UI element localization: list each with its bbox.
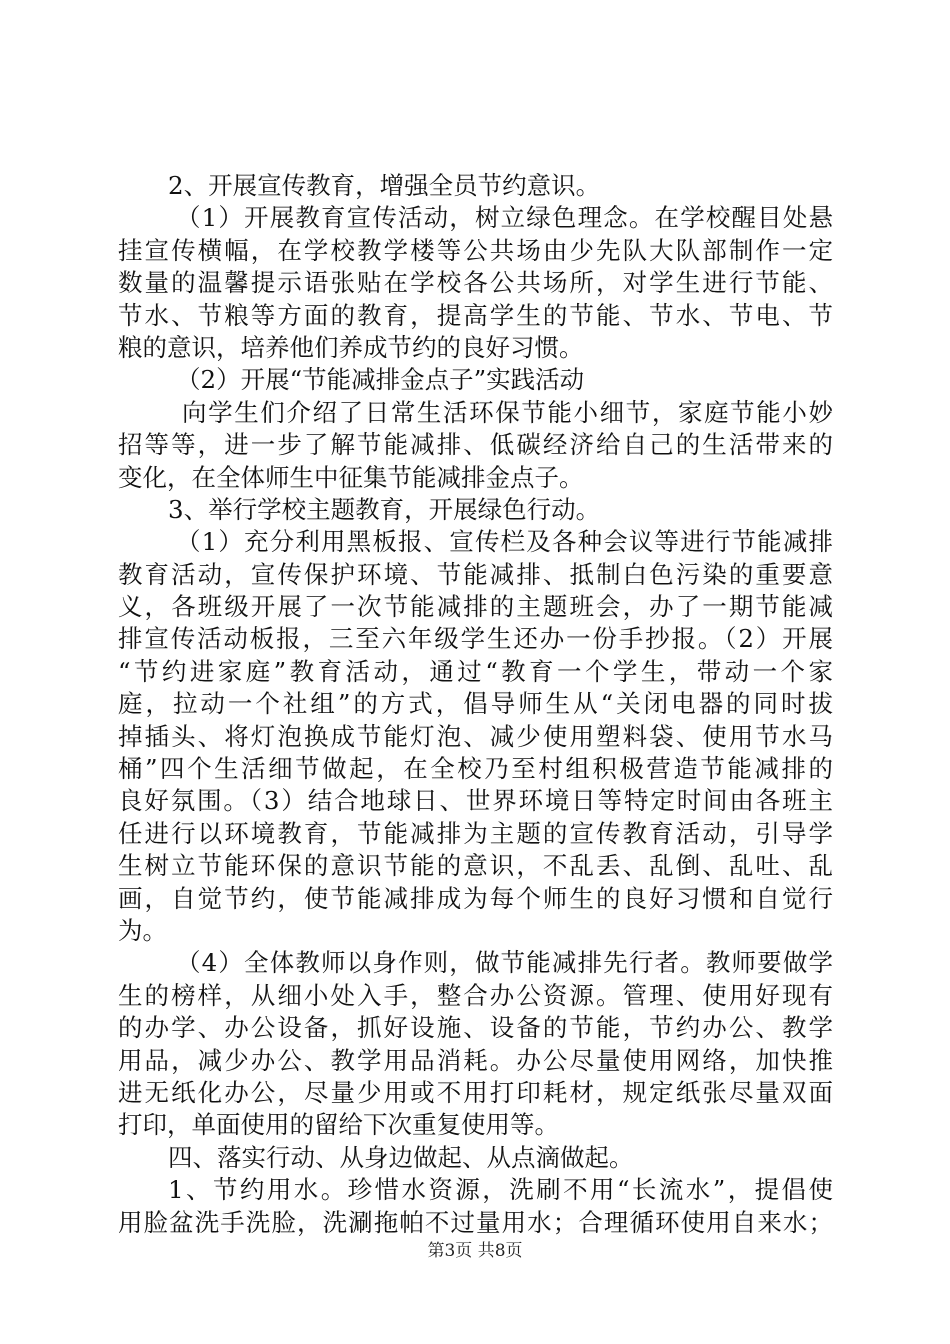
paragraph-line: 用脸盆洗手洗脸，洗涮拖帕不过量用水；合理循环使用自来水； <box>118 1207 833 1237</box>
paragraph-line: 节水、节粮等方面的教育，提高学生的节能、节水、节电、节 <box>118 300 833 330</box>
heading-2: 2、开展宣传教育，增强全员节约意识。 <box>168 171 601 200</box>
paragraph-line: 向学生们介绍了日常生活环保节能小细节，家庭节能小妙 <box>182 397 833 427</box>
section-heading-4: 四、落实行动、从身边做起、从点滴做起。 <box>168 1142 634 1172</box>
paragraph-line: 掉插头、将灯泡换成节能灯泡、减少使用塑料袋、使用节水马 <box>118 721 833 751</box>
paragraph-line: 的办学、办公设备，抓好设施、设备的节能，节约办公、教学 <box>118 1013 833 1043</box>
paragraph-line: 进无纸化办公，尽量少用或不用打印耗材，规定纸张尽量双面 <box>118 1077 833 1107</box>
page-number-footer: 第3页 共8页 <box>427 1241 523 1261</box>
paragraph-line: 任进行以环境教育，节能减排为主题的宣传教育活动，引导学 <box>118 818 833 848</box>
paragraph-line: 庭，拉动一个社组”的方式，倡导师生从“关闭电器的同时拔 <box>118 689 833 719</box>
paragraph-line: 用品，减少办公、教学用品消耗。办公尽量使用网络，加快推 <box>118 1045 833 1075</box>
paragraph-line: 排宣传活动板报，三至六年级学生还办一份手抄报。（2）开展 <box>118 624 833 654</box>
paragraph-line: 粮的意识，培养他们养成节约的良好习惯。 <box>118 332 584 362</box>
paragraph-line: 桶”四个生活细节做起，在全校乃至村组积极营造节能减排的 <box>118 754 833 784</box>
paragraph-line: 生树立节能环保的意识节能的意识，不乱丢、乱倒、乱吐、乱 <box>118 851 833 881</box>
paragraph-line: （1）开展教育宣传活动，树立绿色理念。在学校醒目处悬 <box>176 203 833 233</box>
paragraph-line: 教育活动，宣传保护环境、节能减排、抵制白色污染的重要意 <box>118 559 833 589</box>
paragraph-line: （4）全体教师以身作则，做节能减排先行者。教师要做学 <box>176 948 833 978</box>
paragraph-line: 为。 <box>118 915 167 945</box>
paragraph-line: 义，各班级开展了一次节能减排的主题班会，办了一期节能减 <box>118 592 833 622</box>
paragraph-line: 招等等，进一步了解节能减排、低碳经济给自己的生活带来的 <box>118 430 833 460</box>
paragraph-line: （1）充分利用黑板报、宣传栏及各种会议等进行节能减排 <box>176 527 833 557</box>
document-body <box>118 170 833 1239</box>
paragraph-line: 打印，单面使用的留给下次重复使用等。 <box>118 1110 559 1140</box>
heading-3: 3、举行学校主题教育，开展绿色行动。 <box>168 494 601 524</box>
paragraph-line: 数量的温馨提示语张贴在学校各公共场所，对学生进行节能、 <box>118 268 833 298</box>
paragraph-line: 良好氛围。（3）结合地球日、世界环境日等特定时间由各班主 <box>118 786 833 816</box>
subheading-2: （2）开展“节能减排金点子”实践活动 <box>176 365 585 395</box>
paragraph-line: 1、节约用水。珍惜水资源，洗刷不用“长流水”，提倡使 <box>168 1175 833 1205</box>
paragraph-line: “节约进家庭”教育活动，通过“教育一个学生，带动一个家 <box>118 656 833 686</box>
paragraph-line: 生的榜样，从细小处入手，整合办公资源。管理、使用好现有 <box>118 980 833 1010</box>
paragraph-line: 变化，在全体师生中征集节能减排金点子。 <box>118 462 584 492</box>
paragraph-line: 挂宣传横幅，在学校教学楼等公共场由少先队大队部制作一定 <box>118 235 833 265</box>
paragraph-line: 画，自觉节约，使节能减排成为每个师生的良好习惯和自觉行 <box>118 883 833 913</box>
